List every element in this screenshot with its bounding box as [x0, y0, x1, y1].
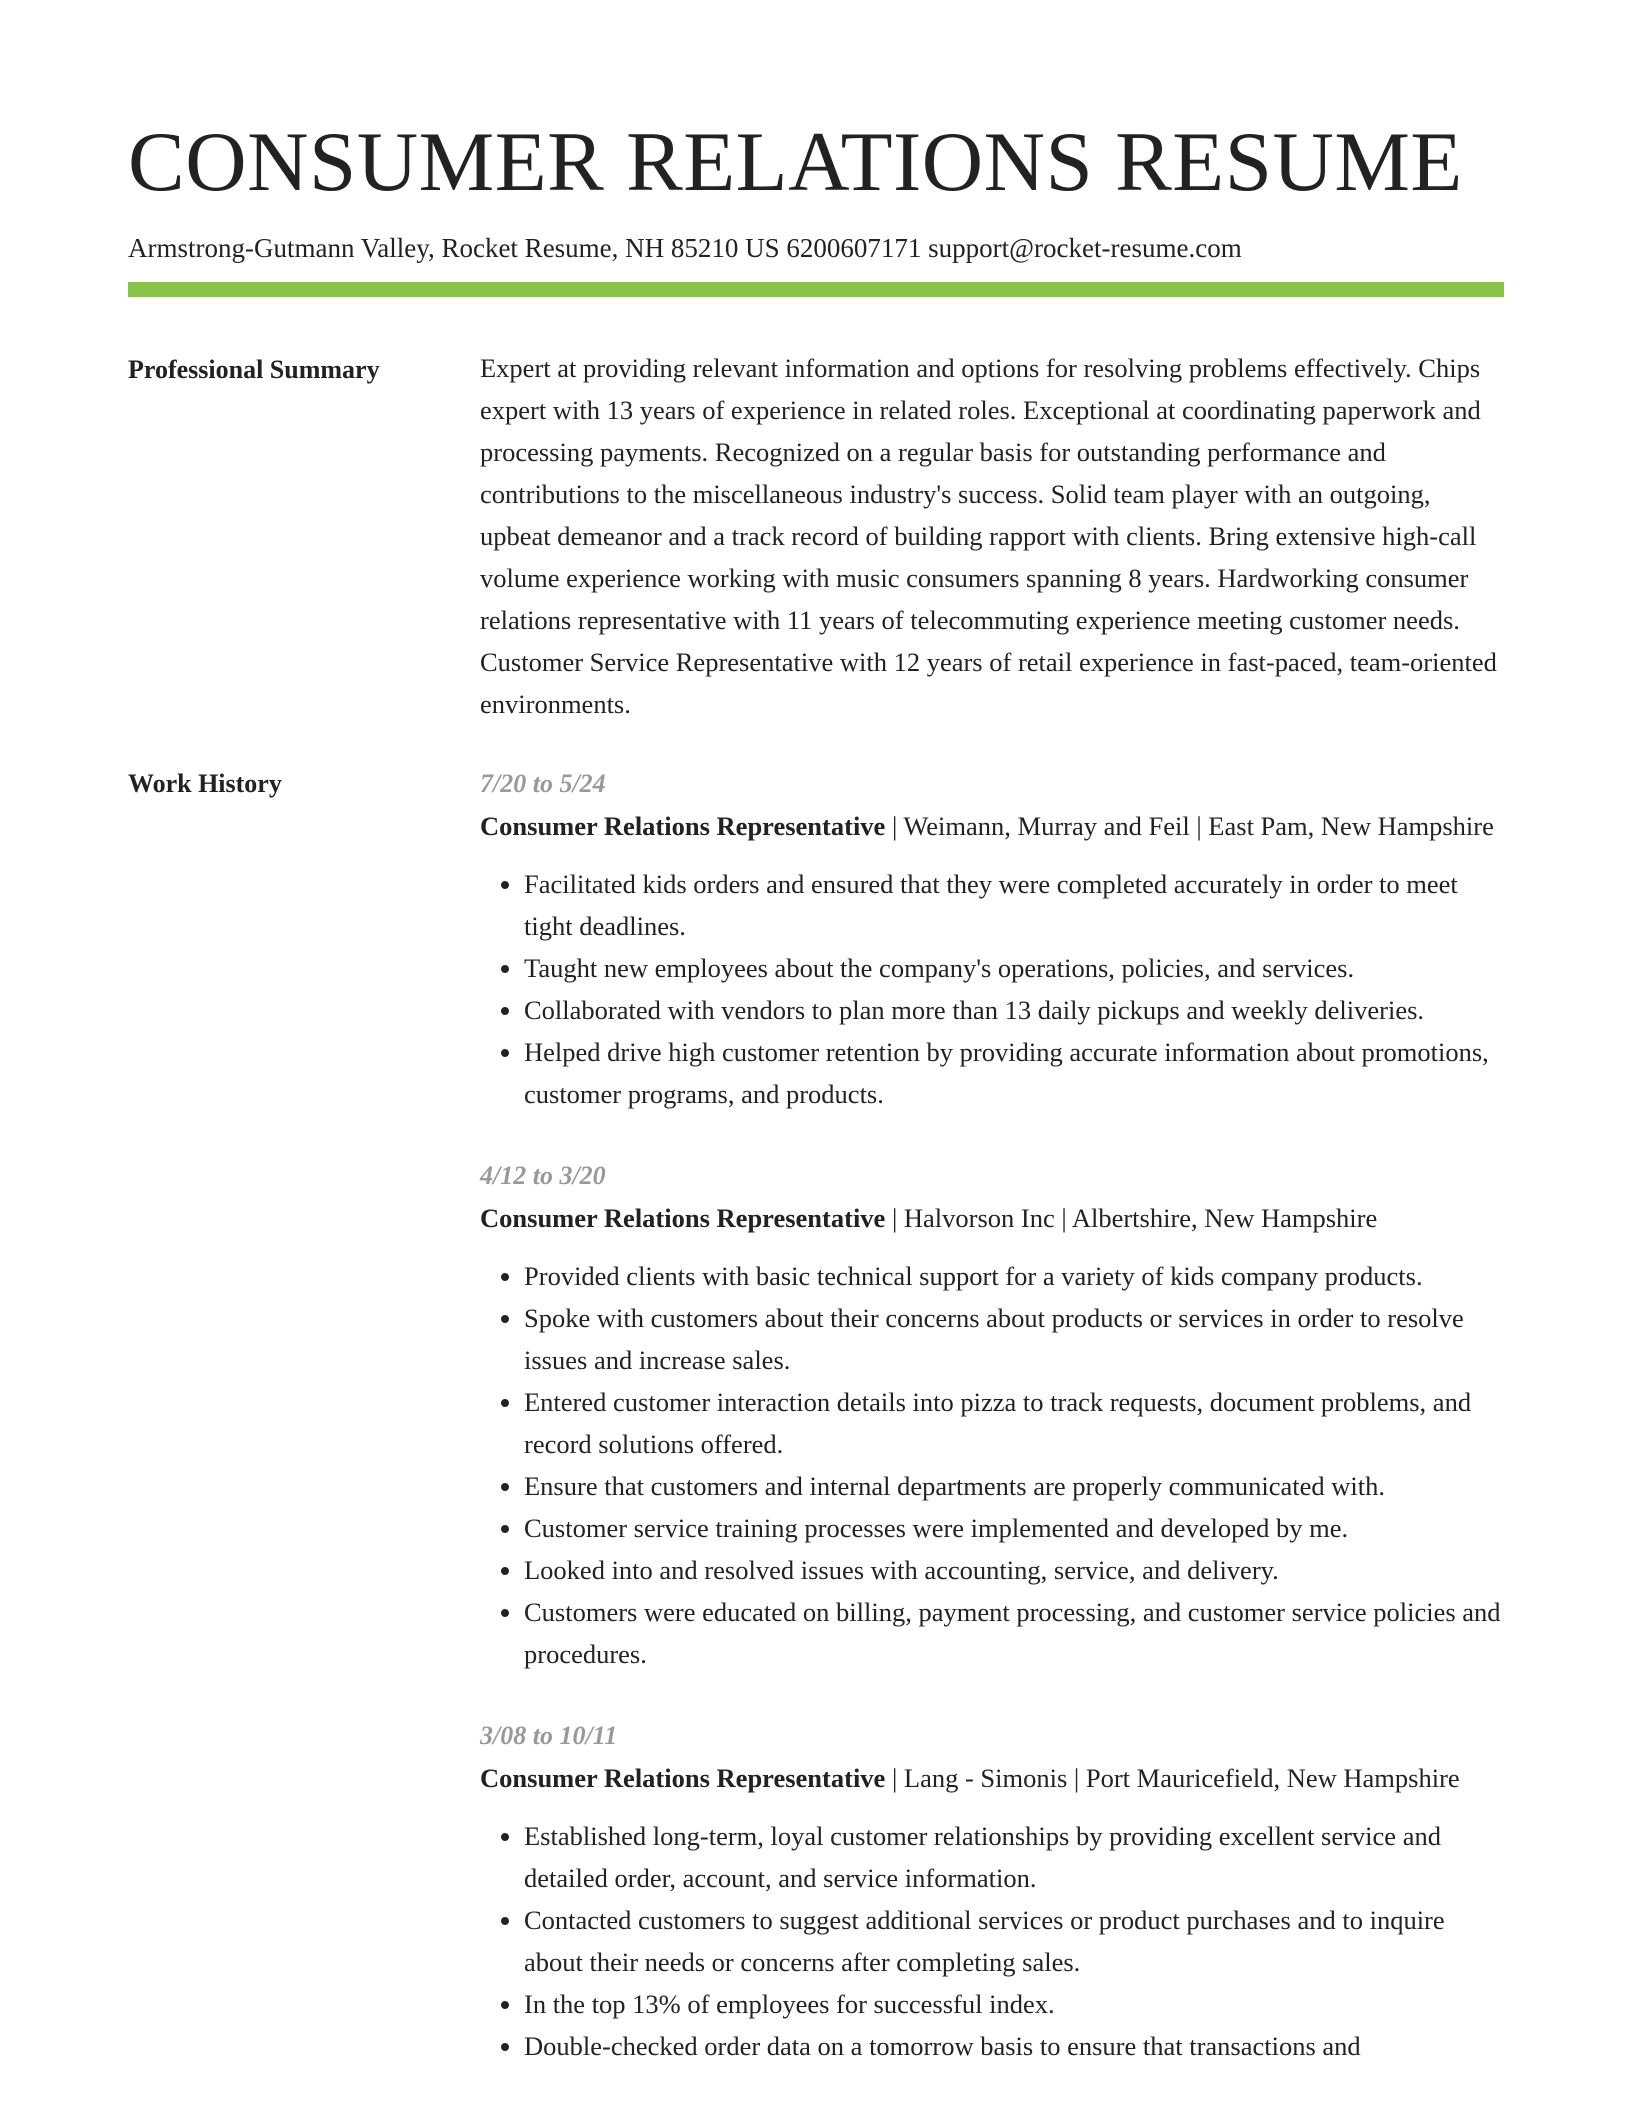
job-entry	[480, 1155, 1504, 1675]
job-bullet: • Contacted customers to suggest additional services or product purchases and to inquire about their needs or concerns after completing sales.	[524, 1899, 1504, 1983]
job-bullet: • Provided clients with basic technical support for a variety of kids company products.	[524, 1255, 1504, 1297]
job-entry	[480, 763, 1504, 1115]
job-title: Consumer Relations Representative	[480, 811, 886, 842]
job-dates: 4/12 to 3/20	[480, 1161, 606, 1191]
job-bullet: • Looked into and resolved issues with accounting, service, and delivery.	[524, 1549, 1504, 1591]
summary-content	[480, 349, 1504, 725]
resume-page	[128, 115, 1504, 2107]
job-bullet: • Facilitated kids orders and ensured that they were completed accurately in order to meet tight deadlines.	[524, 863, 1504, 947]
job-bullet: • Spoke with customers about their concerns about products or services in order to resolve issues and increase sales.	[524, 1297, 1504, 1381]
job-bullet: • Taught new employees about the company's operations, policies, and services.	[524, 947, 1504, 989]
job-bullet-list	[480, 1815, 1504, 2067]
job-bullet: • In the top 13% of employees for successful index.	[524, 1983, 1504, 2025]
job-bullet: • Customer service training processes were implemented and developed by me.	[524, 1507, 1504, 1549]
work-content	[480, 763, 1504, 2107]
resume-title: CONSUMER RELATIONS RESUME	[128, 115, 1463, 209]
job-dates: 3/08 to 10/11	[480, 1721, 618, 1751]
job-bullet: • Customers were educated on billing, payment processing, and customer service policies and procedures.	[524, 1591, 1504, 1675]
professional-summary-section	[128, 349, 1504, 725]
job-heading	[480, 1757, 1504, 1799]
job-bullet: • Double-checked order data on a tomorrow basis to ensure that transactions and	[524, 2025, 1504, 2067]
job-employer-location: | Weimann, Murray and Feil | East Pam, New Hampshire	[885, 811, 1494, 842]
job-dates: 7/20 to 5/24	[480, 769, 606, 799]
summary-text: Expert at providing relevant information and options for resolving problems effectively. Chips expert with 13 years of experience in related roles. Exceptional at coordinating paperwork and processing payments. Recognized on a regular basis for outstanding performance and contributions to the miscellaneous industry's success. Solid team player with an outgoing, upbeat demeanor and a track record of building rapport with clients. Bring extensive high-call volume experience working with music consumers spanning 8 years. Hardworking consumer relations representative with 11 years of telecommuting experience meeting customer needs. Customer Service Representative with 12 years of retail experience in fast-paced, team-oriented environments.	[480, 353, 1497, 720]
job-title: Consumer Relations Representative	[480, 1203, 886, 1234]
job-bullet: • Helped drive high customer retention by providing accurate information about promotions, customer programs, and products.	[524, 1031, 1504, 1115]
contact-line: Armstrong-Gutmann Valley, Rocket Resume, NH 85210 US 6200607171 support@rocket-resume.com	[128, 233, 1242, 263]
job-bullet: • Entered customer interaction details into pizza to track requests, document problems, and record solutions offered.	[524, 1381, 1504, 1465]
job-entry	[480, 1715, 1504, 2067]
job-employer-location: | Lang - Simonis | Port Mauricefield, New Hampshire	[885, 1763, 1460, 1794]
job-bullet: • Ensure that customers and internal departments are properly communicated with.	[524, 1465, 1504, 1507]
job-bullet-list	[480, 863, 1504, 1115]
job-bullet: • Established long-term, loyal customer relationships by providing excellent service and detailed order, account, and service information.	[524, 1815, 1504, 1899]
work-history-section	[128, 763, 1504, 2107]
job-title: Consumer Relations Representative	[480, 1763, 886, 1794]
job-heading	[480, 805, 1504, 847]
section-label-summary: Professional Summary	[128, 355, 380, 385]
header-divider	[128, 282, 1504, 297]
job-heading	[480, 1197, 1504, 1239]
job-employer-location: | Halvorson Inc | Albertshire, New Hampshire	[885, 1203, 1378, 1234]
section-label-work: Work History	[128, 769, 282, 799]
job-bullet: • Collaborated with vendors to plan more than 13 daily pickups and weekly deliveries.	[524, 989, 1504, 1031]
job-bullet-list	[480, 1255, 1504, 1675]
